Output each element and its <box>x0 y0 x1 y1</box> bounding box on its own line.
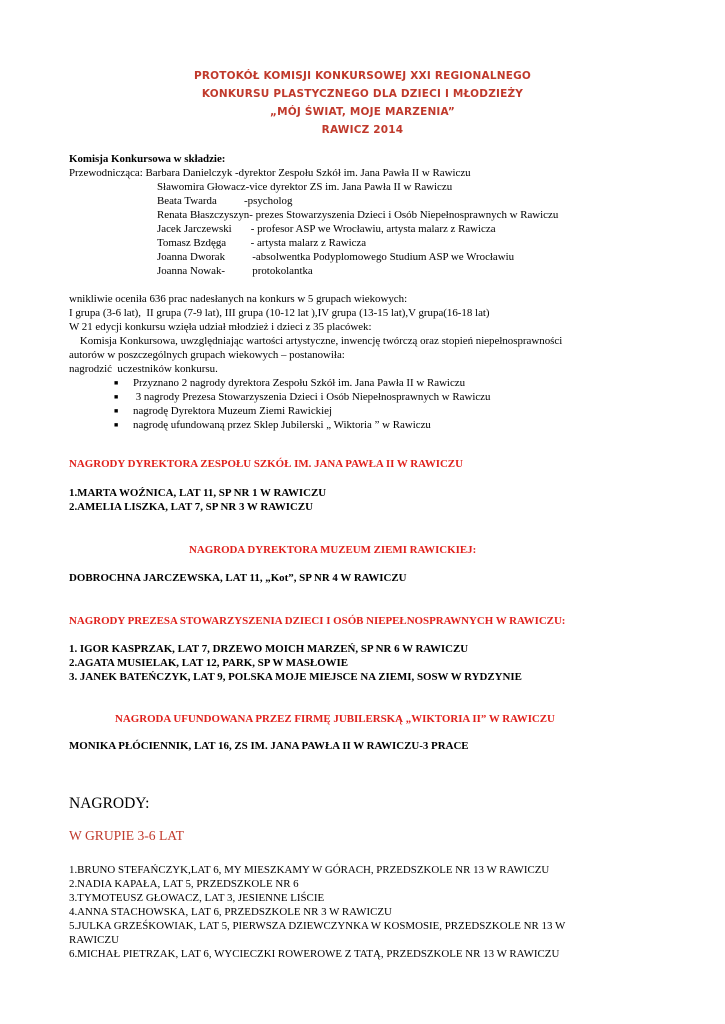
intro-line: Komisja Konkursowa, uwzględniając wartości artystyczne, inwencję twórczą oraz stopień niepełnosprawności <box>69 335 563 347</box>
section-heading: NAGRODA UFUNDOWANA PRZEZ FIRMĘ JUBILERSKĄ „WIKTORIA II” W RAWICZU <box>115 713 555 725</box>
group-heading: W GRUPIE 3-6 LAT <box>69 828 184 843</box>
title-line-3: „MÓJ ŚWIAT, MOJE MARZENIA” <box>269 106 456 118</box>
list-item: Przyznano 2 nagrody dyrektora Zespołu Szkół im. Jana Pawła II w Rawiczu <box>133 377 466 389</box>
title-line-2: KONKURSU PLASTYCZNEGO DLA DZIECI I MŁODZIEŻY <box>201 88 524 100</box>
bullet-icon: ■ <box>114 379 119 387</box>
list-item: 3 nagrody Prezesa Stowarzyszenia Dzieci i Osób Niepełnosprawnych w Rawiczu <box>133 391 491 403</box>
winner-entry: 3. JANEK BATEŃCZYK, LAT 9, POLSKA MOJE MIEJSCE NA ZIEMI, SOSW W RYDZYNIE <box>69 671 522 683</box>
winner-entry: DOBROCHNA JARCZEWSKA, LAT 11, „Kot”, SP NR 4 W RAWICZU <box>69 572 407 584</box>
intro-line: I grupa (3-6 lat), II grupa (7-9 lat), III grupa (10-12 lat ),IV grupa (13-15 lat),V grupa(16-18 lat) <box>69 307 490 319</box>
committee-member: Beata Twarda -psycholog <box>157 195 293 207</box>
winner-entry: MONIKA PŁÓCIENNIK, LAT 16, ZS IM. JANA PAWŁA II W RAWICZU-3 PRACE <box>69 740 469 752</box>
winner-entry: 2.AGATA MUSIELAK, LAT 12, PARK, SP W MASŁOWIE <box>69 657 349 669</box>
intro-line: autorów w poszczególnych grupach wiekowych – postanowiła: <box>69 349 345 361</box>
committee-member: Joanna Dworak -absolwentka Podyplomowego Studium ASP we Wrocławiu <box>157 251 515 263</box>
list-item: nagrodę ufundowaną przez Sklep Jubilerski „ Wiktoria ” w Rawiczu <box>133 419 431 431</box>
winner-entry: 2.AMELIA LISZKA, LAT 7, SP NR 3 W RAWICZU <box>69 501 313 513</box>
section-heading: NAGRODY PREZESA STOWARZYSZENIA DZIECI I OSÓB NIEPEŁNOSPRAWNYCH W RAWICZU: <box>69 615 566 627</box>
prizes-heading <box>69 796 149 812</box>
intro-line: nagrodzić uczestników konkursu. <box>69 363 218 375</box>
prize-entry: 5.JULKA GRZEŚKOWIAK, LAT 5, PIERWSZA DZIEWCZYNKA W KOSMOSIE, PRZEDSZKOLE NR 13 W <box>69 920 566 932</box>
committee-member: Tomasz Bzdęga - artysta malarz z Rawicza <box>157 237 367 249</box>
committee-chair: Przewodnicząca: Barbara Danielczyk -dyrektor Zespołu Szkół im. Jana Pawła II w Rawiczu <box>69 167 471 179</box>
committee-member: Sławomira Głowacz-vice dyrektor ZS im. Jana Pawła II w Rawiczu <box>157 181 453 193</box>
title-line-1: PROTOKÓŁ KOMISJI KONKURSOWEJ XXI REGIONALNEGO <box>193 70 532 82</box>
committee-member: Renata Błaszczyszyn- prezes Stowarzyszenia Dzieci i Osób Niepełnosprawnych w Rawiczu <box>157 209 559 221</box>
intro-line: wnikliwie oceniła 636 prac nadesłanych na konkurs w 5 grupach wiekowych: <box>69 293 408 305</box>
bullet-icon: ■ <box>114 421 119 429</box>
prize-entry: 2.NADIA KAPAŁA, LAT 5, PRZEDSZKOLE NR 6 <box>69 878 299 890</box>
prizes-heading-text: NAGRODY <box>69 795 146 812</box>
title-line-4: RAWICZ 2014 <box>321 124 404 136</box>
winner-entry: 1. IGOR KASPRZAK, LAT 7, DRZEWO MOICH MARZEŃ, SP NR 6 W RAWICZU <box>69 643 469 655</box>
committee-member: Joanna Nowak- protokolantka <box>157 265 313 277</box>
bullet-icon: ■ <box>114 407 119 415</box>
section-heading: NAGRODY DYREKTORA ZESPOŁU SZKÓŁ IM. JANA PAWŁA II W RAWICZU <box>69 458 463 470</box>
prize-entry: 4.ANNA STACHOWSKA, LAT 6, PRZEDSZKOLE NR 3 W RAWICZU <box>69 906 392 918</box>
committee-heading: Komisja Konkursowa w składzie: <box>69 153 226 165</box>
section-heading: NAGRODA DYREKTORA MUZEUM ZIEMI RAWICKIEJ: <box>189 544 477 556</box>
prize-entry: 3.TYMOTEUSZ GŁOWACZ, LAT 3, JESIENNE LIŚCIE <box>69 892 325 904</box>
prize-entry: RAWICZU <box>69 934 119 946</box>
prize-entry: 6.MICHAŁ PIETRZAK, LAT 6, WYCIECZKI ROWEROWE Z TATĄ, PRZEDSZKOLE NR 13 W RAWICZU <box>69 948 560 960</box>
prizes-heading-colon: : <box>145 795 150 812</box>
committee-member: Jacek Jarczewski - profesor ASP we Wrocławiu, artysta malarz z Rawicza <box>157 223 496 235</box>
intro-line: W 21 edycji konkursu wzięła udział młodzież i dzieci z 35 placówek: <box>69 321 372 333</box>
list-item: nagrodę Dyrektora Muzeum Ziemi Rawickiej <box>133 405 332 417</box>
bullet-icon: ■ <box>114 393 119 401</box>
winner-entry: 1.MARTA WOŹNICA, LAT 11, SP NR 1 W RAWICZU <box>69 487 327 499</box>
prize-entry: 1.BRUNO STEFAŃCZYK,LAT 6, MY MIESZKAMY W GÓRACH, PRZEDSZKOLE NR 13 W RAWICZU <box>69 864 550 876</box>
